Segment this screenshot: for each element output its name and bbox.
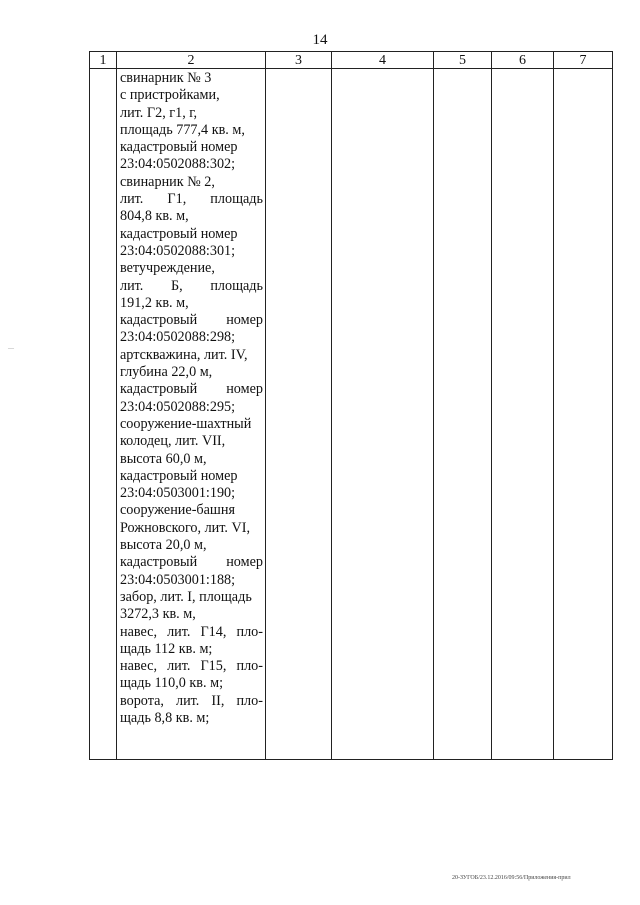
- description-word: пло-: [236, 658, 263, 675]
- description-line: [120, 693, 263, 710]
- description-line: высота 60,0 м,: [120, 450, 207, 467]
- description-line: 23:04:0502088:298;: [120, 329, 236, 346]
- description-line: 23:04:0503001:188;: [120, 571, 236, 588]
- description-line: [120, 658, 263, 675]
- column-header-6: 6: [492, 52, 554, 69]
- table-row: [90, 69, 613, 760]
- description-line: 23:04:0502088:301;: [120, 242, 236, 259]
- description-line: Рожновского, лит. VI,: [120, 519, 251, 536]
- column-header-5: 5: [434, 52, 492, 69]
- cell-col-2-description: [117, 69, 266, 760]
- column-header-3: 3: [266, 52, 332, 69]
- property-table: [89, 51, 613, 760]
- description-line: площадь 777,4 кв. м,: [120, 121, 245, 138]
- description-line: высота 20,0 м,: [120, 537, 207, 554]
- description-line: с пристройками,: [120, 87, 220, 104]
- description-word: кадастровый: [120, 312, 198, 329]
- description-line: 191,2 кв. м,: [120, 294, 189, 311]
- description-word: навес,: [120, 658, 157, 675]
- cell-col-1: [90, 69, 117, 760]
- description-line: 804,8 кв. м,: [120, 208, 189, 225]
- margin-mark: —: [8, 346, 14, 352]
- description-word: Г1,: [167, 191, 187, 208]
- description-line: [120, 554, 263, 571]
- description-word: кадастровый: [120, 554, 198, 571]
- description-word: лит.: [175, 692, 200, 709]
- description-word: кадастровый: [120, 381, 198, 398]
- cell-col-7: [554, 69, 613, 760]
- description-line: лит. Г2, г1, г,: [120, 104, 198, 121]
- description-line: [120, 624, 263, 641]
- description-line: щадь 110,0 кв. м;: [120, 675, 224, 692]
- property-description: [117, 69, 265, 727]
- description-word: лит.: [167, 623, 191, 640]
- column-header-2: 2: [117, 52, 266, 69]
- cell-col-5: [434, 69, 492, 760]
- description-line: [120, 278, 263, 295]
- description-line: [120, 312, 263, 329]
- description-word: Б,: [170, 277, 183, 294]
- description-word: пло-: [236, 692, 263, 709]
- description-line: сооружение-шахтный: [120, 415, 252, 432]
- description-word: лит.: [167, 658, 191, 675]
- description-line: 23:04:0502088:295;: [120, 398, 236, 415]
- footer-note: 20-ЗУГОБ/23.12.2016/09:56/Приложения-прил: [452, 875, 571, 881]
- description-line: [120, 191, 263, 208]
- column-header-1: 1: [90, 52, 117, 69]
- description-line: щадь 112 кв. м;: [120, 640, 213, 657]
- description-word: лит.: [120, 191, 144, 208]
- description-line: забор, лит. I, площадь: [120, 588, 252, 605]
- header-row: [90, 52, 613, 69]
- description-line: глубина 22,0 м,: [120, 364, 213, 381]
- description-line: кадастровый номер: [120, 225, 238, 242]
- description-word: навес,: [120, 623, 157, 640]
- description-word: Г14,: [200, 623, 227, 640]
- description-line: [120, 381, 263, 398]
- description-line: сооружение-башня: [120, 502, 235, 519]
- description-line: 23:04:0503001:190;: [120, 485, 236, 502]
- description-word: номер: [226, 554, 263, 571]
- description-line: колодец, лит. VII,: [120, 433, 226, 450]
- description-word: номер: [226, 381, 263, 398]
- column-header-7: 7: [554, 52, 613, 69]
- description-line: артскважина, лит. IV,: [120, 346, 248, 363]
- description-line: щадь 8,8 кв. м;: [120, 709, 210, 726]
- page-number: 14: [312, 32, 328, 48]
- description-word: ворота,: [120, 692, 164, 709]
- description-word: пло-: [236, 623, 263, 640]
- description-word: номер: [226, 312, 263, 329]
- description-word: площадь: [210, 191, 263, 208]
- column-header-4: 4: [332, 52, 434, 69]
- description-line: кадастровый номер: [120, 467, 238, 484]
- description-word: площадь: [210, 277, 263, 294]
- description-line: 23:04:0502088:302;: [120, 156, 236, 173]
- description-word: II,: [211, 692, 225, 709]
- description-word: Г15,: [200, 658, 227, 675]
- description-line: кадастровый номер: [120, 139, 238, 156]
- description-line: свинарник № 3: [120, 70, 212, 86]
- description-line: свинарник № 2,: [120, 173, 215, 190]
- cell-col-4: [332, 69, 434, 760]
- description-line: ветучреждение,: [120, 260, 215, 277]
- cell-col-6: [492, 69, 554, 760]
- cell-col-3: [266, 69, 332, 760]
- description-line: 3272,3 кв. м,: [120, 606, 196, 623]
- description-word: лит.: [120, 277, 144, 294]
